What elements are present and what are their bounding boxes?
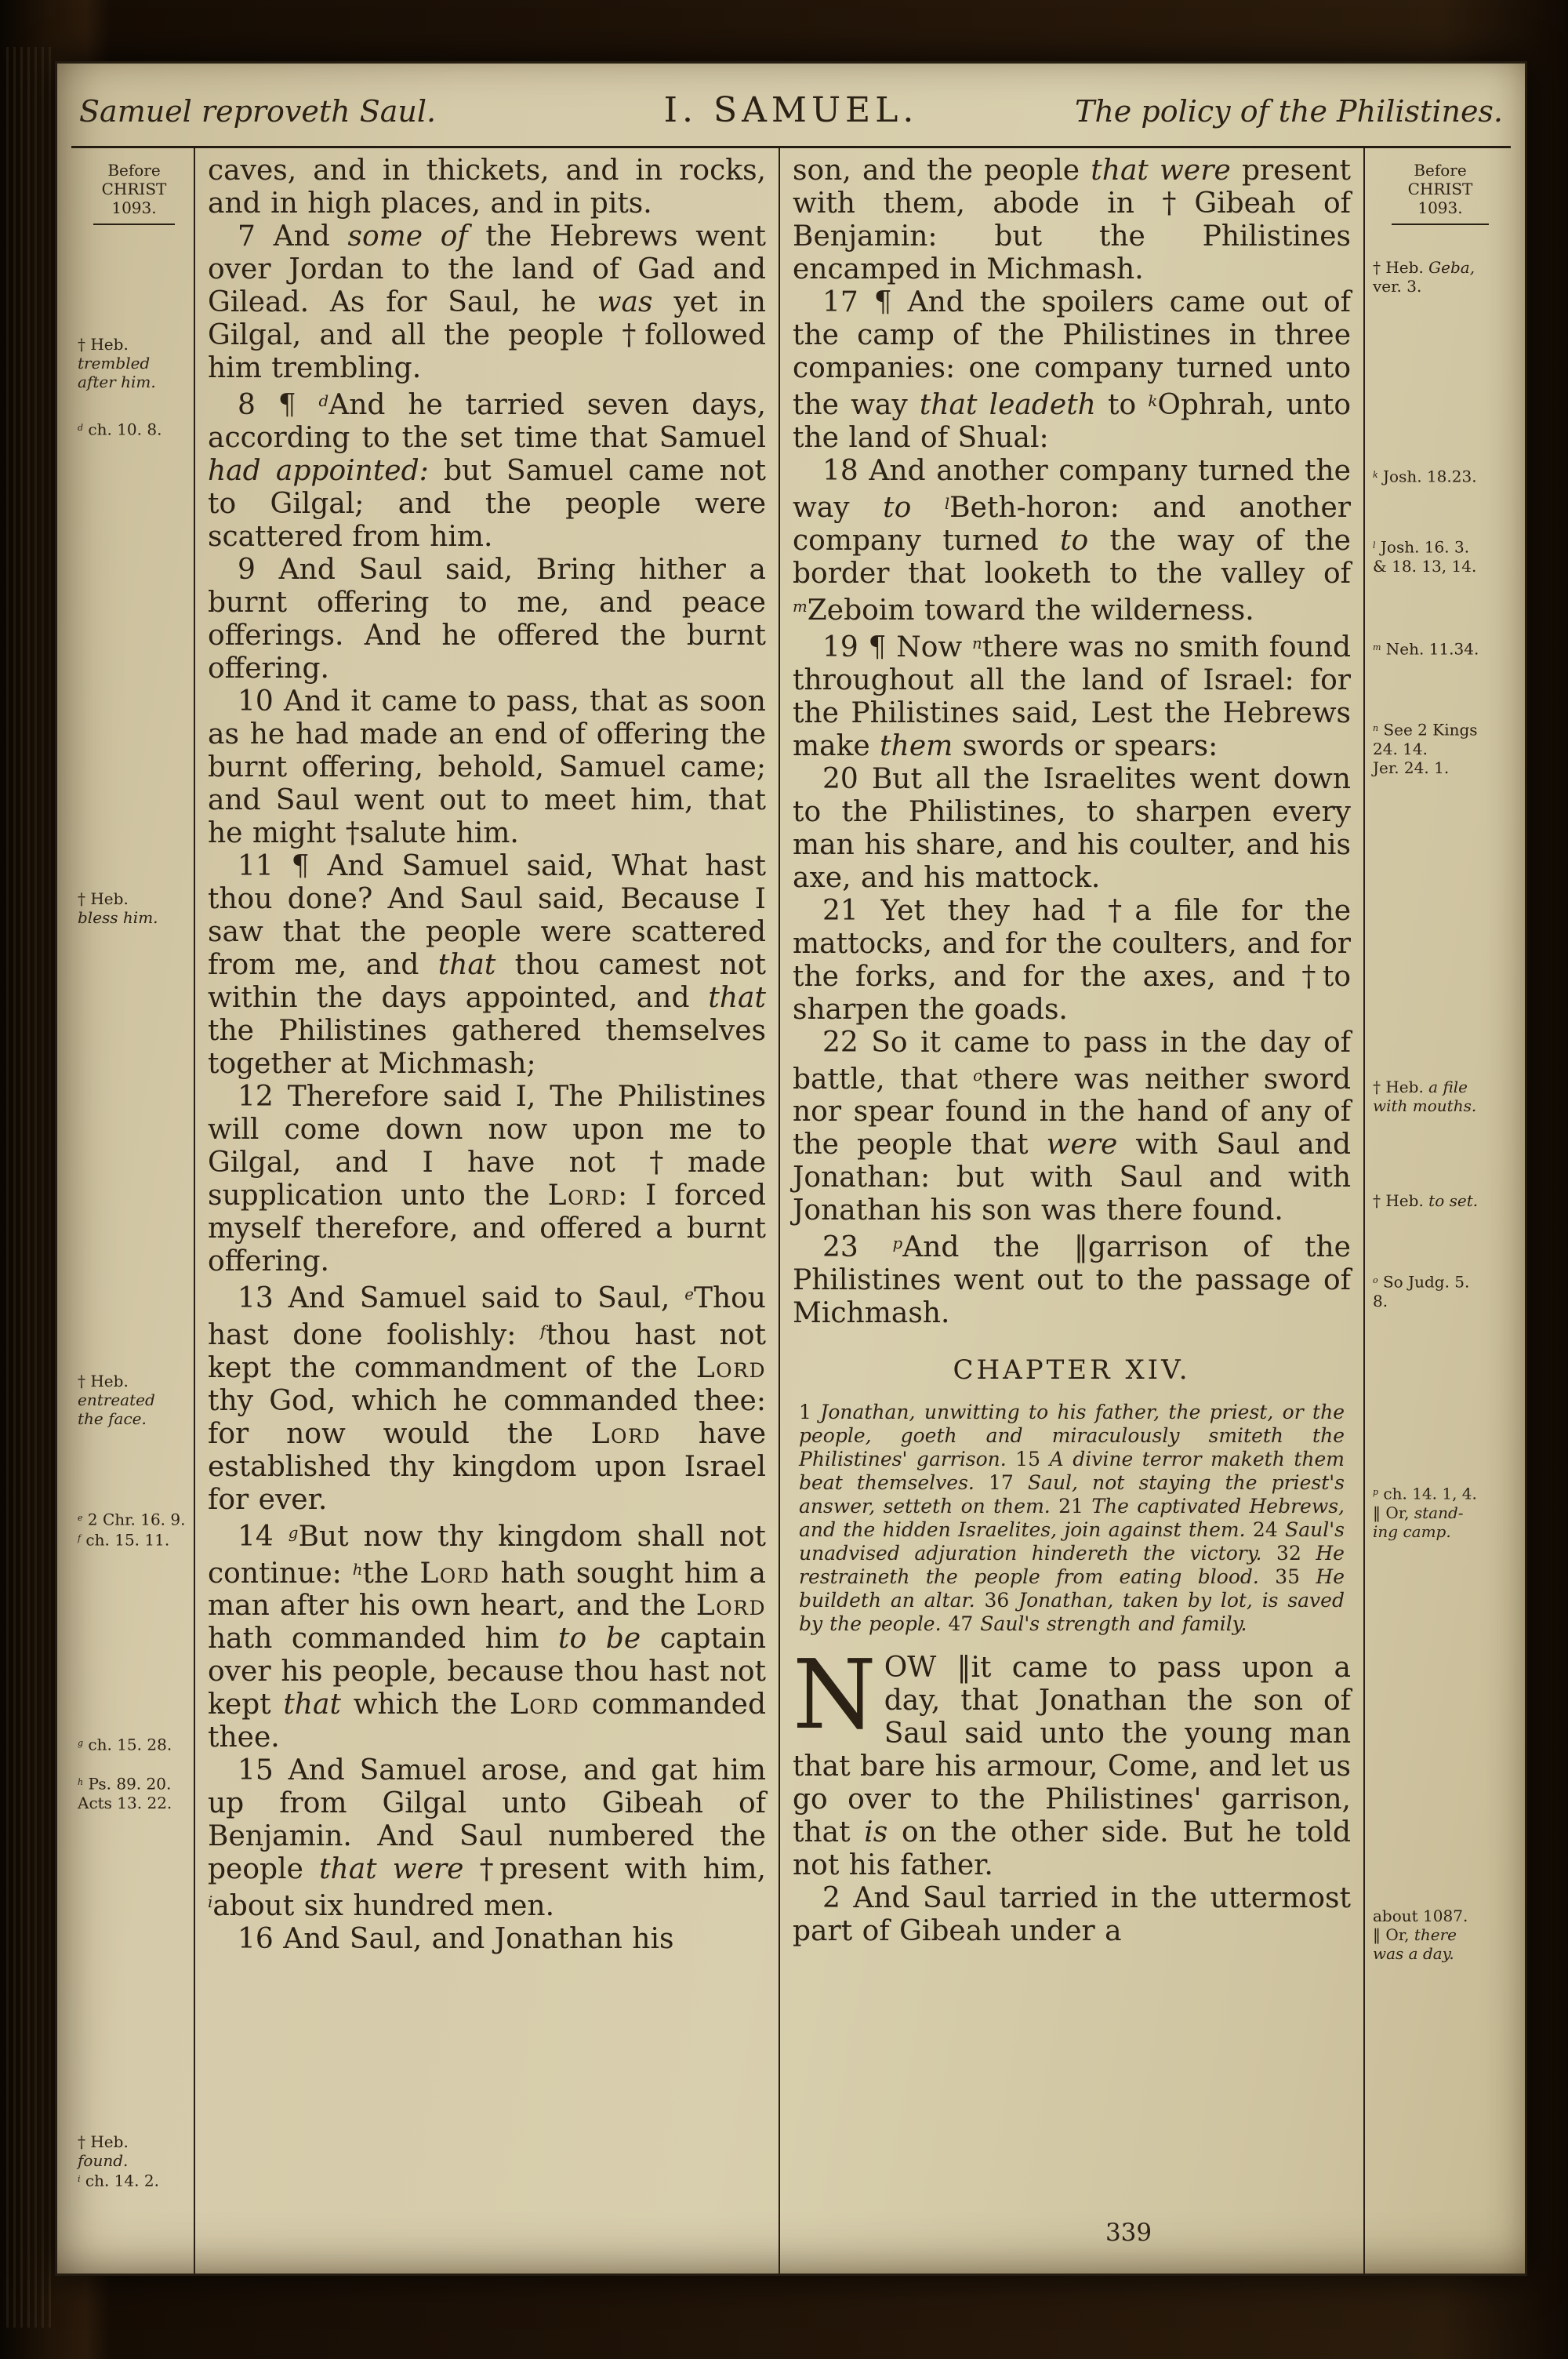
verse-paragraph: 12 Therefore said I, The Philistines will come down now upon me to Gilgal, and I have not †made supplication unto the Lord: I forced myself therefore, and offered a burnt offering. (208, 1080, 766, 1278)
verse-paragraph: 2 And Saul tarried in the uttermost part of Gibeah under a (793, 1882, 1351, 1948)
margin-note: † Heb. a file with mouths. (1373, 1078, 1477, 1115)
margin-note: † Heb. trembled after him. (78, 335, 156, 391)
margin-note: $^g$ ch. 15. 28. (78, 1735, 172, 1754)
page-number: 339 (1105, 2219, 1152, 2247)
margin-note: about 1087. ‖ Or, there was a day. (1373, 1906, 1468, 1963)
before-christ-date: Before CHRIST 1093. (78, 161, 191, 225)
verse-paragraph: 21 Yet they had †a file for the mattocks, and for the coulters, and for the forks, and for the axes, and †to sharpen the goads. (793, 894, 1351, 1026)
bible-page (55, 61, 1527, 2276)
right-margin-notes (1365, 148, 1511, 2276)
page-content (71, 146, 1511, 2276)
margin-note: $^k$ Josh. 18.23. (1373, 467, 1477, 486)
verse-paragraph: 10 And it came to pass, that as soon as he had made an end of offering the burnt offering, behold, Samuel came; and Saul went out to meet him, that he might †salute him. (208, 685, 766, 849)
verse-paragraph: 22 So it came to pass in the day of battle, that $^o$there was neither sword nor spear found in the hand of any of the people that were with Saul and Jonathan: but with Saul and with Jonathan his son was there found. (793, 1026, 1351, 1227)
right-text-column (780, 148, 1365, 2276)
chapter-heading: CHAPTER XIV. (953, 1354, 1191, 1387)
book-title: I. SAMUEL. (663, 90, 919, 130)
before-christ-date: Before CHRIST 1093. (1373, 161, 1508, 225)
page-header (71, 64, 1511, 146)
running-head-right: The policy of the Philistines. (1074, 94, 1504, 129)
verse-paragraph: NOW ‖it came to pass upon a day, that Jonathan the son of Saul said unto the young man that bare his armour, Come, and let us go over to the Philistines' garrison, that is on the other side. But he told not his father. (793, 1639, 1351, 1882)
verse-paragraph: 14 $^g$But now thy kingdom shall not continue: $^h$the Lord hath sought him a man after his own heart, and the Lord hath commanded him to be captain over his people, because thou hast not kept that which the Lord commanded thee. (208, 1520, 767, 1754)
margin-note: † Heb. to set. (1373, 1191, 1479, 1210)
margin-note: † Heb. Geba, ver. 3. (1373, 258, 1475, 296)
verse-paragraph: 23 $^p$And the ‖garrison of the Philistines went out to the passage of Michmash. (793, 1231, 1351, 1330)
margin-note: $^l$ Josh. 16. 3. & 18. 13, 14. (1373, 537, 1477, 576)
verse-paragraph: 19 ¶ Now $^n$there was no smith found throughout all the land of Israel: for the Philistines said, Lest the Hebrews make them swords or spears: (793, 631, 1352, 762)
margin-note: $^e$ 2 Chr. 16. 9. $^f$ ch. 15. 11. (78, 1510, 186, 1549)
margin-note: $^m$ Neh. 11.34. (1373, 639, 1479, 659)
margin-note: $^d$ ch. 10. 8. (78, 420, 162, 439)
margin-note: † Heb. bless him. (78, 889, 158, 927)
verse-paragraph: 7 And some of the Hebrews went over Jordan to the land of Gad and Gilead. As for Saul, he was yet in Gilgal, and all the people †followed him trembling. (208, 220, 767, 384)
verse-paragraph: 8 ¶ $^d$And he tarried seven days, according to the set time that Samuel had appointed: but Samuel came not to Gilgal; and the people were scattered from him. (208, 388, 766, 553)
verse-paragraph: 20 But all the Israelites went down to the Philistines, to sharpen every man his share, and his coulter, and his axe, and his mattock. (793, 762, 1351, 894)
verse-paragraph: 9 And Saul said, Bring hither a burnt offering to me, and peace offerings. And he offered the burnt offering. (208, 553, 766, 685)
verse-paragraph: 17 ¶ And the spoilers came out of the camp of the Philistines in three companies: one company turned unto the way that leadeth to $^k$Ophrah, unto the land of Shual: (793, 286, 1352, 454)
left-margin-notes (71, 148, 194, 2276)
margin-note: † Heb. entreated the face. (78, 1372, 155, 1428)
left-text-column (194, 148, 780, 2276)
verse-paragraph: caves, and in thickets, and in rocks, and in high places, and in pits. (208, 154, 766, 220)
verse-paragraph: 16 And Saul, and Jonathan his (238, 1923, 674, 1956)
verse-paragraph: 15 And Samuel arose, and gat him up from Gilgal unto Gibeah of Benjamin. And Saul numbered the people that were †present with him, $^i$about six hundred men. (208, 1754, 766, 1923)
verse-paragraph: 13 And Samuel said to Saul, $^e$Thou hast done foolishly: $^f$thou hast not kept the commandment of the Lord thy God, which he commanded thee: for now would the Lord have established thy kingdom upon Israel for ever. (208, 1281, 767, 1516)
margin-note: $^n$ See 2 Kings 24. 14. Jer. 24. 1. (1373, 720, 1478, 777)
margin-note: $^p$ ch. 14. 1, 4. ‖ Or, stand- ing camp. (1373, 1484, 1477, 1541)
margin-note: $^o$ So Judg. 5. 8. (1373, 1272, 1470, 1310)
running-head-left: Samuel reproveth Saul. (79, 94, 437, 129)
verse-paragraph: 18 And another company turned the way to $^l$Beth-horon: and another company turned to the way of the border that looketh to the valley of $^m$Zeboim toward the wilderness. (793, 454, 1351, 627)
margin-note: $^h$ Ps. 89. 20. Acts 13. 22. (78, 1774, 172, 1812)
verse-paragraph: 11 ¶ And Samuel said, What hast thou done? And Saul said, Because I saw that the people were scattered from me, and that thou camest not within the days appointed, and that the Philistines gathered themselves together at Michmash; (208, 849, 766, 1080)
drop-cap: N (793, 1639, 877, 1751)
chapter-summary: 1 Jonathan, unwitting to his father, the priest, or the people, goeth and miraculously smiteth the Philistines' garrison. 15 A divine terror maketh them beat themselves. 17 Saul, not staying the priest's answer, setteth on them. 21 The captivated Hebrews, and the hidden Israelites, join against them. 24 Saul's unadvised adjuration hindereth the victory. 32 He restraineth the people from eating blood. 35 He buildeth an altar. 36 Jonathan, taken by lot, is saved by the people. 47 Saul's strength and family. (799, 1401, 1345, 1636)
verse-paragraph: son, and the people that were present with them, abode in †Gibeah of Benjamin: but the Philistines encamped in Michmash. (793, 154, 1351, 285)
margin-note: † Heb. found. $^i$ ch. 14. 2. (78, 2132, 159, 2190)
